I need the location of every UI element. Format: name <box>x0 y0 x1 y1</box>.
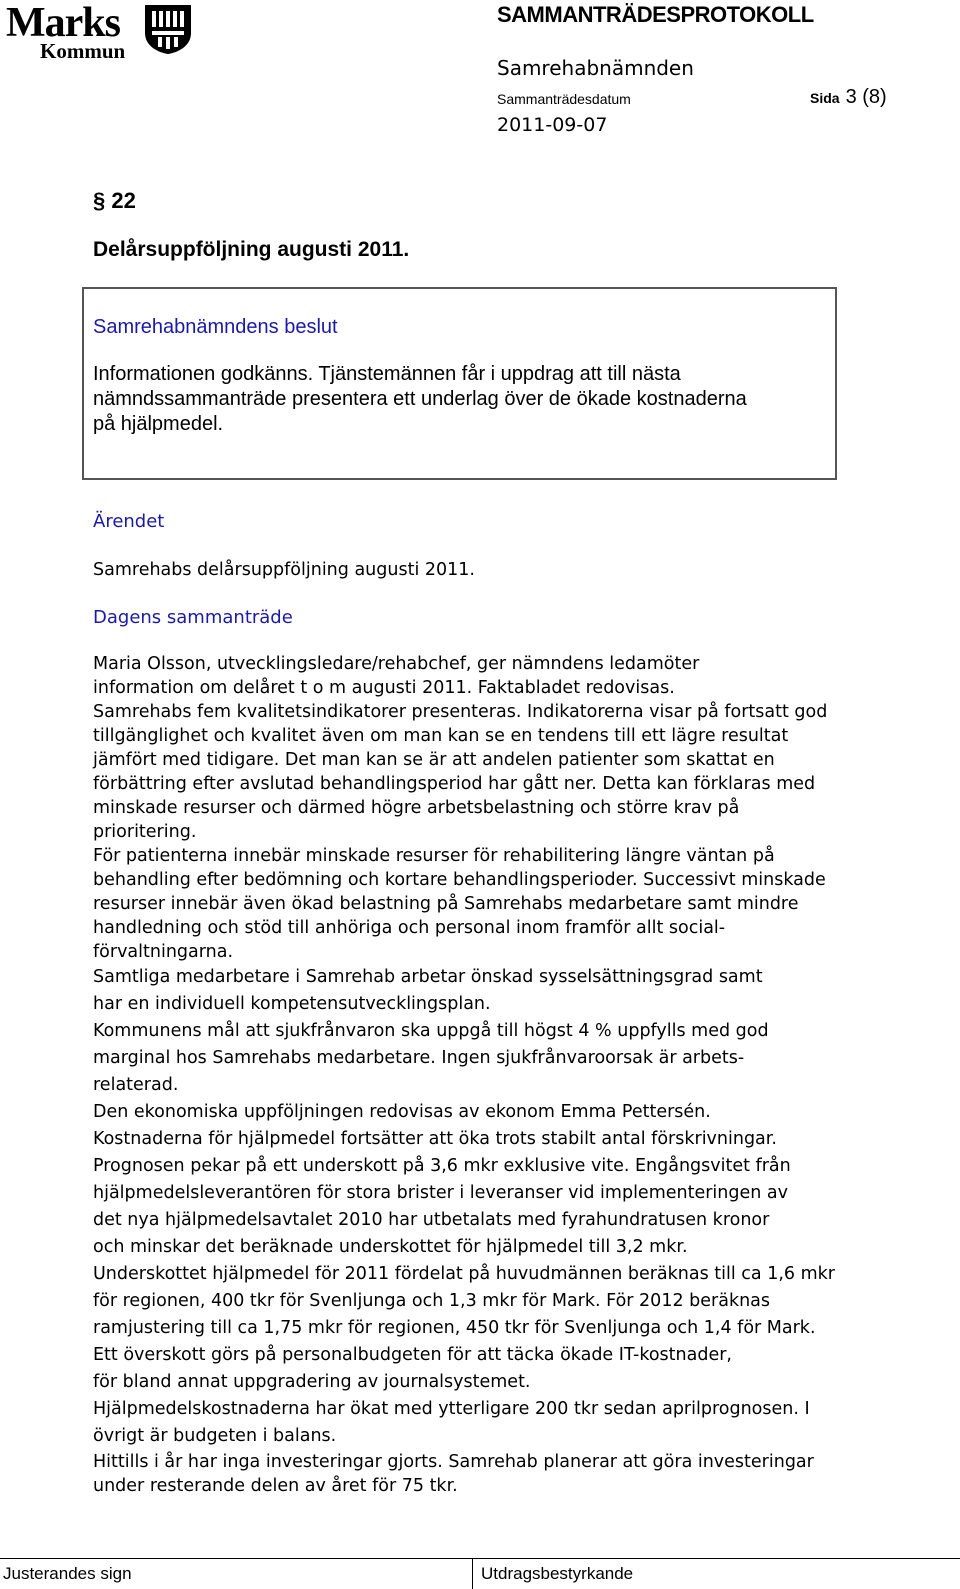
body-line: För patienterna innebär minskade resurser för rehabilitering längre väntan på <box>93 846 775 866</box>
logo-name: Marks <box>6 0 120 46</box>
body-line: Samrehabs fem kvalitetsindikatorer presenteras. Indikatorerna visar på fortsatt god <box>93 702 828 722</box>
date-label: Sammanträdesdatum <box>497 91 631 107</box>
body-line: tillgänglighet och kvalitet även om man kan se en tendens till ett lägre resultat <box>93 726 789 746</box>
board-name: Samrehabnämnden <box>497 56 694 80</box>
body-line: Underskottet hjälpmedel för 2011 fördelat på huvudmännen beräknas till ca 1,6 mkr <box>93 1264 835 1284</box>
body-line: behandling efter bedömning och kortare behandlingsperioder. Successivt minskade <box>93 870 826 890</box>
body-line: ramjustering till ca 1,75 mkr för regionen, 450 tkr för Svenljunga och 1,4 för Mark. <box>93 1318 816 1338</box>
decision-text <box>93 362 833 437</box>
decision-line: Informationen godkänns. Tjänstemännen får i uppdrag att till nästa <box>93 363 681 385</box>
body-line: Kostnaderna för hjälpmedel fortsätter att öka trots stabilt antal förskrivningar. <box>93 1129 777 1149</box>
body-line: jämfört med tidigare. Det man kan se är att andelen patienter som skattat en <box>93 750 775 770</box>
page-number: 3 (8) <box>845 86 887 108</box>
page-indicator <box>810 84 887 111</box>
body-line: för bland annat uppgradering av journalsystemet. <box>93 1372 531 1392</box>
paragraph-number: § 22 <box>93 188 136 213</box>
decision-line: nämndssammanträde presentera ett underlag över de ökade kostnaderna <box>93 388 747 410</box>
body-line: och minskar det beräknade underskottet för hjälpmedel till 3,2 mkr. <box>93 1237 688 1257</box>
body-line: Prognosen pekar på ett underskott på 3,6 mkr exklusive vite. Engångsvitet från <box>93 1156 791 1176</box>
body-line: relaterad. <box>93 1075 179 1095</box>
matter-text: Samrehabs delårsuppföljning augusti 2011. <box>93 560 475 580</box>
body-line: Hjälpmedelskostnaderna har ökat med ytterligare 200 tkr sedan aprilprognosen. I <box>93 1399 810 1419</box>
body-line: marginal hos Samrehabs medarbetare. Ingen sjukfrånvaroorsak är arbets- <box>93 1048 745 1068</box>
matter-heading: Ärendet <box>93 511 165 532</box>
meeting-heading: Dagens sammanträde <box>93 607 293 628</box>
body-line: Ett överskott görs på personalbudgeten för att täcka ökade IT-kostnader, <box>93 1345 732 1365</box>
decision-line: på hjälpmedel. <box>93 413 224 435</box>
body-line: prioritering. <box>93 822 197 842</box>
document-type: SAMMANTRÄDESPROTOKOLL <box>497 2 814 27</box>
body-line: hjälpmedelsleverantören för stora brister i leveranser vid implementeringen av <box>93 1183 788 1203</box>
footer-divider <box>0 1558 960 1559</box>
logo-sub: Kommun <box>40 39 126 63</box>
page-label: Sida <box>810 90 840 106</box>
footer-separator <box>472 1558 473 1589</box>
body-line: förbättring efter avslutad behandlingsperiod har gått ner. Detta kan förklaras med <box>93 774 816 794</box>
body-line: har en individuell kompetensutvecklingsplan. <box>93 994 491 1014</box>
body-line: för regionen, 400 tkr för Svenljunga och 1,3 mkr för Mark. För 2012 beräknas <box>93 1291 771 1311</box>
body-line: det nya hjälpmedelsavtalet 2010 har utbetalats med fyrahundratusen kronor <box>93 1210 770 1230</box>
body-line: handledning och stöd till anhöriga och personal inom framför allt social- <box>93 918 726 938</box>
footer-signature-label: Justerandes sign <box>3 1564 132 1583</box>
body-loose-block <box>93 964 938 1450</box>
body-line: Samtliga medarbetare i Samrehab arbetar önskad sysselsättningsgrad samt <box>93 967 763 987</box>
body-line: övrigt är budgeten i balans. <box>93 1426 337 1446</box>
body-line: resurser innebär även ökad belastning på Samrehabs medarbetare samt mindre <box>93 894 799 914</box>
body-line: förvaltningarna. <box>93 942 234 962</box>
body-line: Maria Olsson, utvecklingsledare/rehabchef, ger nämndens ledamöter <box>93 654 700 674</box>
meeting-date: 2011-09-07 <box>497 114 608 136</box>
footer-certification-label: Utdragsbestyrkande <box>481 1564 634 1583</box>
body-line: Kommunens mål att sjukfrånvaron ska uppgå till högst 4 % uppfylls med god <box>93 1021 769 1041</box>
body-line: minskade resurser och därmed högre arbetsbelastning och större krav på <box>93 798 740 818</box>
body-line: under resterande delen av året för 75 tkr. <box>93 1476 458 1496</box>
body-line: information om delåret t o m augusti 2011. Faktabladet redovisas. <box>93 678 675 698</box>
body-line: Den ekonomiska uppföljningen redovisas av ekonom Emma Pettersén. <box>93 1102 711 1122</box>
municipality-logo <box>6 0 196 68</box>
section-title: Delårsuppföljning augusti 2011. <box>93 238 410 261</box>
decision-heading: Samrehabnämndens beslut <box>93 316 338 338</box>
body-line: Hittills i år har inga investeringar gjorts. Samrehab planerar att göra investeringar <box>93 1452 814 1472</box>
meeting-body <box>93 652 938 1498</box>
coat-of-arms-icon <box>142 3 194 55</box>
